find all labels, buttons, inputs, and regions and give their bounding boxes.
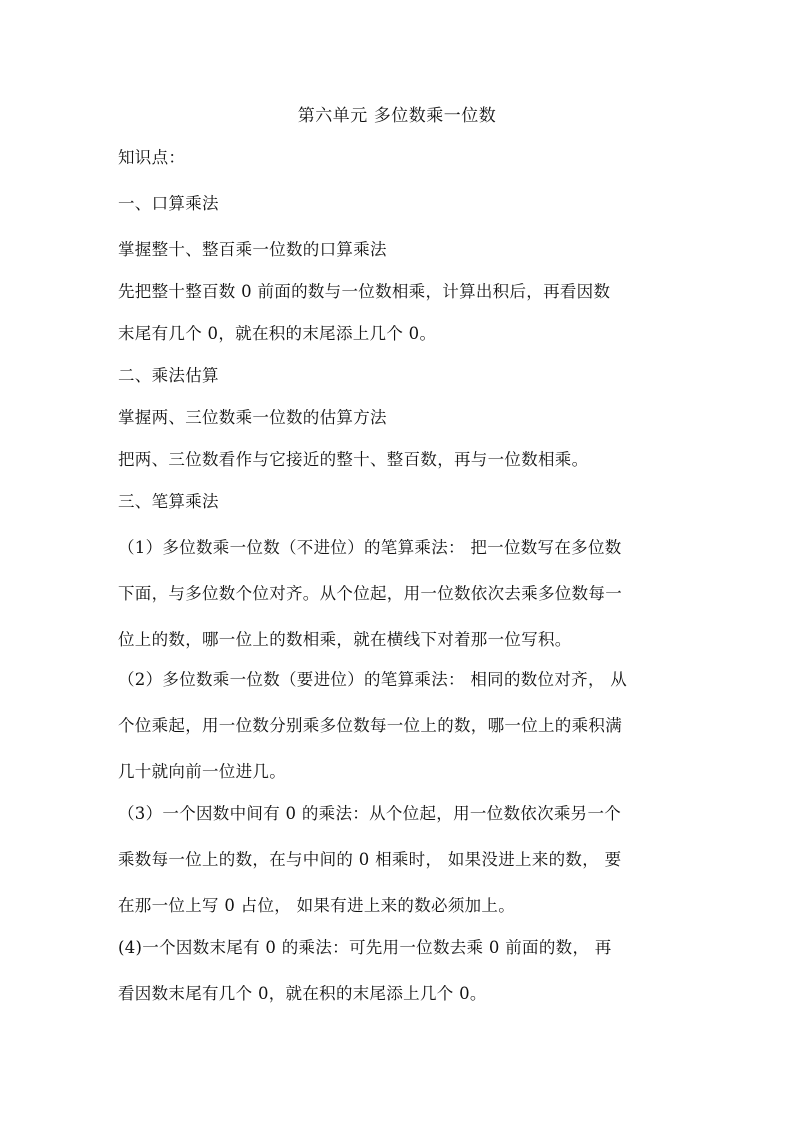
paragraph-line: 位上的数，哪一位上的数相乘，就在横线下对着那一位写积。 <box>118 630 572 649</box>
paragraph-line: 乘数每一位上的数，在与中间的 0 相乘时， 如果没进上来的数， 要 <box>118 850 622 869</box>
paragraph-line: 掌握整十、整百乘一位数的口算乘法 <box>118 240 387 259</box>
page-title: 第六单元 多位数乘一位数 <box>297 106 497 126</box>
paragraph-line: 几十就向前一位进几。 <box>118 762 286 781</box>
paragraph-line: 先把整十整百数 0 前面的数与一位数相乘，计算出积后，再看因数 <box>118 282 611 301</box>
paragraph-line: （1）多位数乘一位数（不进位）的笔算乘法： 把一位数写在多位数 <box>118 538 622 557</box>
document-body <box>118 146 684 1006</box>
paragraph-line: 看因数末尾有几个 0，就在积的末尾添上几个 0。 <box>118 984 487 1003</box>
paragraph-line: 把两、三位数看作与它接近的整十、整百数，再与一位数相乘。 <box>118 450 589 469</box>
paragraph-line: （2）多位数乘一位数（要进位）的笔算乘法： 相同的数位对齐， 从 <box>118 670 628 689</box>
heading-mental-multiplication: 一、口算乘法 <box>118 194 219 213</box>
paragraph-line: (4)一个因数末尾有 0 的乘法：可先用一位数去乘 0 前面的数， 再 <box>118 938 612 957</box>
heading-estimation: 二、乘法估算 <box>118 366 219 385</box>
paragraph-line: 末尾有几个 0，就在积的末尾添上几个 0。 <box>118 324 437 343</box>
section-label-knowledge-points: 知识点： <box>118 148 186 167</box>
paragraph-line: 在那一位上写 0 占位， 如果有进上来的数必须加上。 <box>118 896 516 915</box>
paragraph-line: 个位乘起，用一位数分别乘多位数每一位上的数，哪一位上的乘积满 <box>118 716 622 735</box>
paragraph-line: 掌握两、三位数乘一位数的估算方法 <box>118 408 387 427</box>
paragraph-line: 下面，与多位数个位对齐。从个位起，用一位数依次去乘多位数每一 <box>118 584 622 603</box>
paragraph-line: （3）一个因数中间有 0 的乘法：从个位起，用一位数依次乘另一个 <box>118 804 622 823</box>
heading-written-multiplication: 三、笔算乘法 <box>118 492 219 511</box>
